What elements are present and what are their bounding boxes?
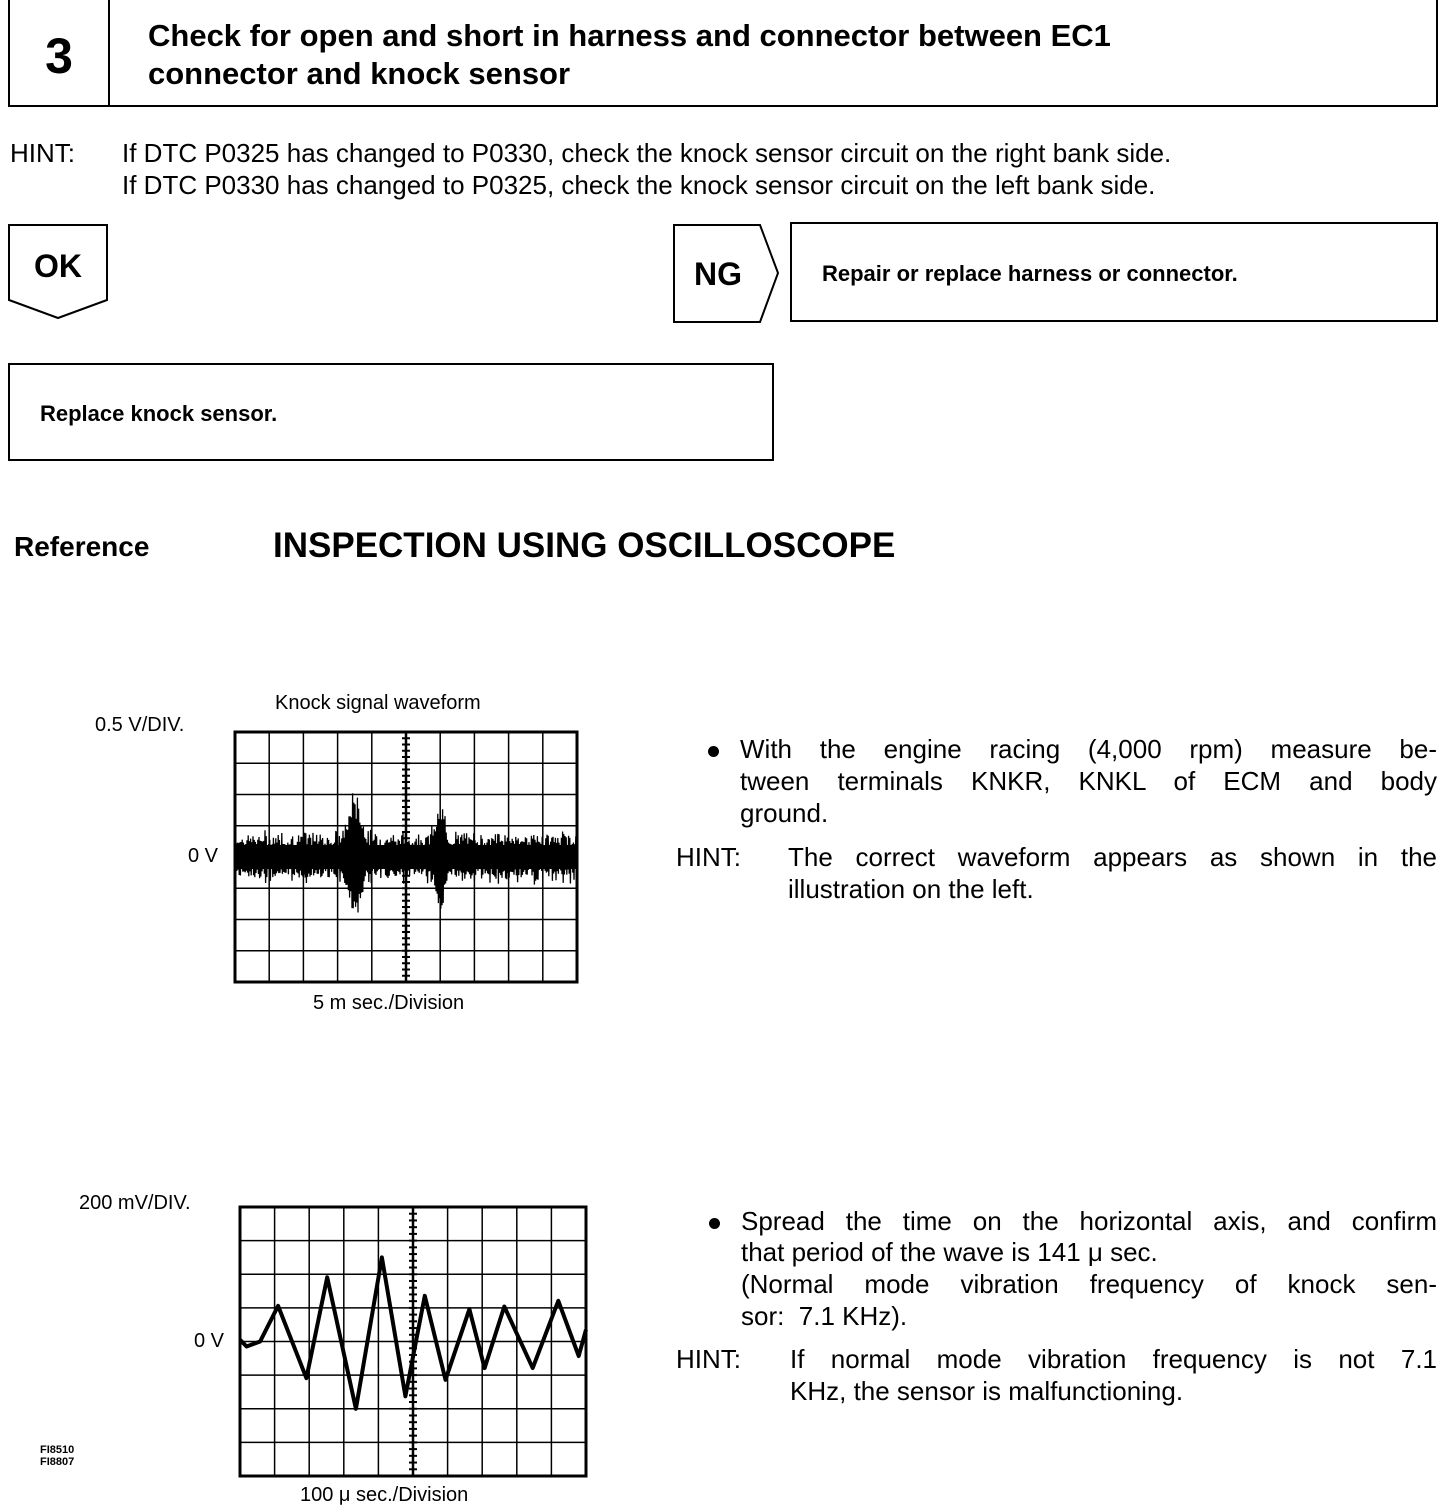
text1-hint-line1: The correct waveform appears as shown in the [788,842,1437,872]
text2-hint-line2: KHz, the sensor is malfunctioning. [790,1376,1184,1406]
text2-hint-label: HINT: [676,1344,741,1374]
ok-action-box [8,363,774,461]
scope1-zero-label: 0 V [188,845,219,867]
step-title-line1: Check for open and short in harness and connector between EC1 [148,18,1111,53]
text2-bullet-line2: that period of the wave is 141 μ sec. [741,1237,1158,1267]
scope1-graticule [235,732,577,982]
scope1-v-scale: 0.5 V/DIV. [95,714,185,736]
ok-label: OK [34,248,82,284]
scope1-t-scale: 5 m sec./Division [313,992,465,1014]
text2-bullet-line4: sor: 7.1 KHz). [741,1301,908,1331]
text1-bullet-line2: tween terminals KNKR, KNKL of ECM and body [740,766,1437,796]
ng-action-text: Repair or replace harness or connector. [822,261,1238,286]
hint-line1: If DTC P0325 has changed to P0330, check the knock sensor circuit on the right bank side. [122,138,1172,168]
text2-bullet-line1: Spread the time on the horizontal axis, and confirm [741,1206,1437,1236]
hint-label: HINT: [10,138,75,168]
figure-code-2: FI8807 [40,1456,75,1468]
scope2-t-scale: 100 μ sec./Division [300,1484,469,1506]
text1-bullet-line3: ground. [740,798,829,828]
scope2-v-scale: 200 mV/DIV. [79,1192,191,1214]
reference-label: Reference [14,531,150,562]
scope2-zero-label: 0 V [194,1330,225,1352]
text2-hint-line1: If normal mode vibration frequency is not 7.1 [790,1344,1437,1374]
step-number: 3 [10,0,110,105]
scope1-title: Knock signal waveform [275,692,481,714]
figure-code-1: FI8510 [40,1444,75,1456]
ok-action-text: Replace knock sensor. [40,401,278,426]
text1-hint-line2: illustration on the left. [788,874,1034,904]
reference-title: INSPECTION USING OSCILLOSCOPE [273,526,896,565]
text2-bullet-line3: (Normal mode vibration frequency of knock sen- [741,1269,1437,1299]
text1-bullet-line1: With the engine racing (4,000 rpm) measure be- [740,734,1437,764]
ng-label: NG [694,256,742,292]
step-title-line2: connector and knock sensor [148,56,571,91]
bullet-icon [708,746,719,757]
text1-hint-label: HINT: [676,842,741,872]
hint-line2: If DTC P0330 has changed to P0325, check the knock sensor circuit on the left bank side. [122,170,1156,200]
scope2-graticule [240,1207,586,1476]
ng-action-box [790,222,1438,322]
bullet-icon [709,1218,720,1229]
